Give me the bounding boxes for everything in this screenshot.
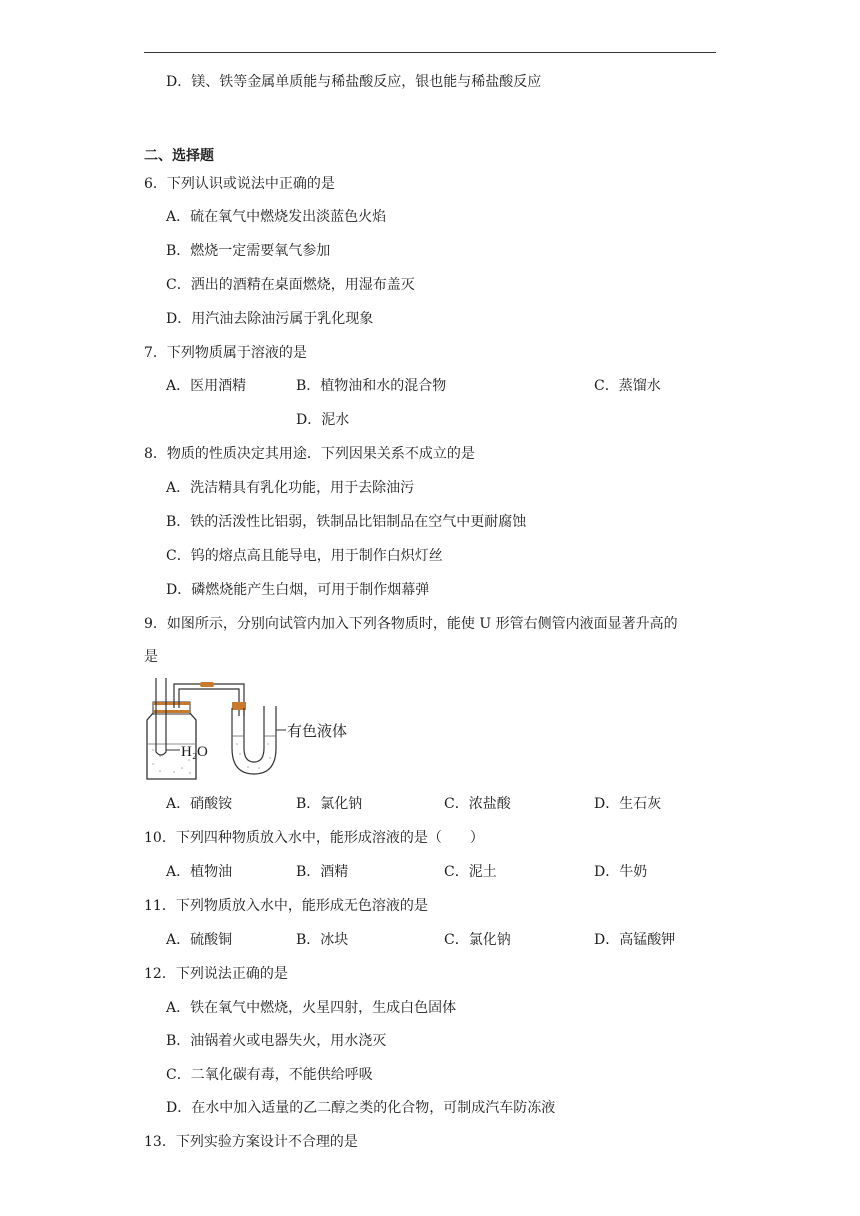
question-6-option-d: D．用汽油去除油污属于乳化现象 xyxy=(166,311,374,327)
question-9-option-c: C．浓盐酸 xyxy=(444,796,511,812)
question-12-stem: 12．下列说法正确的是 xyxy=(144,966,288,982)
question-12-option-b: B．油锅着火或电器失火，用水浇灭 xyxy=(166,1033,387,1049)
question-10-option-b: B．酒精 xyxy=(296,864,349,880)
question-11-option-a: A．硫酸铜 xyxy=(166,932,233,948)
question-11-option-d: D．高锰酸钾 xyxy=(594,932,676,948)
question-8-option-d: D．磷燃烧能产生白烟，可用于制作烟幕弹 xyxy=(166,582,430,598)
question-10-option-a: A．植物油 xyxy=(166,864,233,880)
question-8-option-c: C．钨的熔点高且能导电，用于制作白炽灯丝 xyxy=(166,548,443,564)
question-11-option-c: C．氯化钠 xyxy=(444,932,511,948)
question-6-stem: 6．下列认识或说法中正确的是 xyxy=(144,176,335,192)
question-6-option-b: B．燃烧一定需要氧气参加 xyxy=(166,243,331,259)
header-rule xyxy=(144,52,716,53)
experiment-figure xyxy=(144,672,364,784)
question-11-option-b: B．冰块 xyxy=(296,932,349,948)
question-12-option-a: A．铁在氧气中燃烧，火星四射，生成白色固体 xyxy=(166,1000,457,1016)
question-6-option-c: C．洒出的酒精在桌面燃烧，用湿布盖灭 xyxy=(166,277,415,293)
question-7-stem: 7．下列物质属于溶液的是 xyxy=(144,345,307,361)
question-8-option-a: A．洗洁精具有乳化功能，用于去除油污 xyxy=(166,480,415,496)
section-title: 二、选择题 xyxy=(144,148,214,164)
question-11-stem: 11．下列物质放入水中，能形成无色溶液的是 xyxy=(144,898,428,914)
question-13-stem: 13．下列实验方案设计不合理的是 xyxy=(144,1134,358,1150)
question-7-option-c: C．蒸馏水 xyxy=(594,378,661,394)
question-12-option-c: C．二氧化碳有毒，不能供给呼吸 xyxy=(166,1067,373,1083)
question-7-option-a: A．医用酒精 xyxy=(166,378,247,394)
water-label: H₂O xyxy=(181,744,208,760)
question-8-option-b: B．铁的活泼性比铝弱，铁制品比铝制品在空气中更耐腐蚀 xyxy=(166,514,527,530)
question-10-option-d: D．牛奶 xyxy=(594,864,648,880)
question-12-option-d: D．在水中加入适量的乙二醇之类的化合物，可制成汽车防冻液 xyxy=(166,1100,556,1116)
question-10-option-c: C．泥土 xyxy=(444,864,497,880)
prev-option-d: D．镁、铁等金属单质能与稀盐酸反应，银也能与稀盐酸反应 xyxy=(166,74,542,90)
question-7-option-b: B．植物油和水的混合物 xyxy=(296,378,447,394)
question-9-option-b: B．氯化钠 xyxy=(296,796,363,812)
question-9-option-a: A．硝酸铵 xyxy=(166,796,233,812)
question-9-stem-line2: 是 xyxy=(144,649,158,665)
colored-liquid-label: 有色液体 xyxy=(287,722,348,740)
question-8-stem: 8．物质的性质决定其用途．下列因果关系不成立的是 xyxy=(144,446,475,462)
question-9-option-d: D．生石灰 xyxy=(594,796,662,812)
question-6-option-a: A．硫在氧气中燃烧发出淡蓝色火焰 xyxy=(166,209,387,225)
question-7-option-d: D．泥水 xyxy=(296,412,350,428)
question-9-stem-line1: 9．如图所示，分别向试管内加入下列各物质时，能使 U 形管右侧管内液面显著升高的 xyxy=(144,616,678,632)
question-10-stem: 10．下列四种物质放入水中，能形成溶液的是（ ） xyxy=(144,830,484,846)
